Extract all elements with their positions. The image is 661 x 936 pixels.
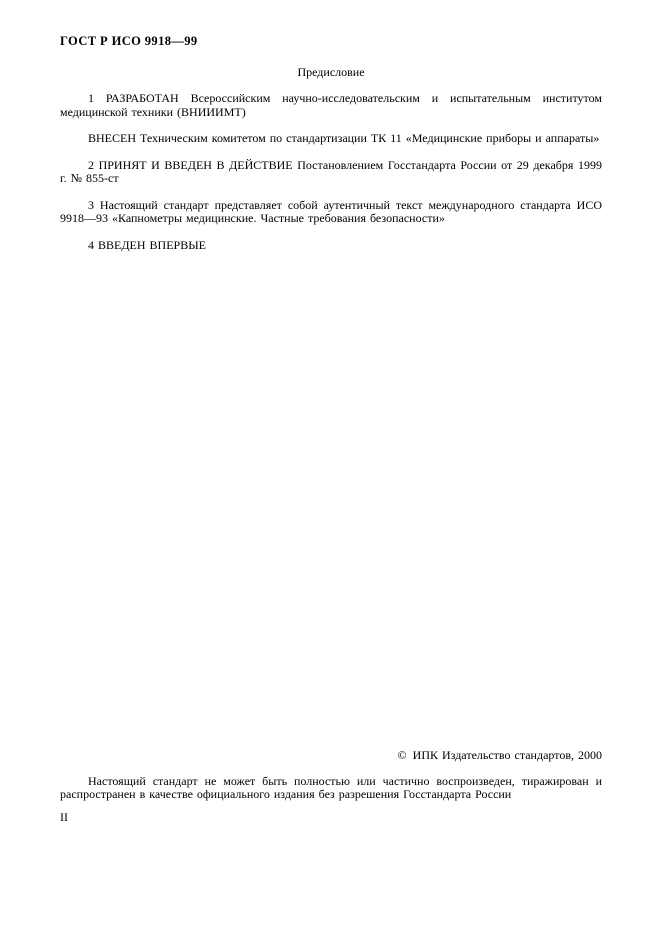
copyright-line <box>60 749 602 763</box>
foreword-item-4: 3 Настоящий стандарт представляет собой аутентичный текст международного стандарта ИСО 9918—93 «Капнометры медицинские. Частные требования безопасности» <box>60 197 602 225</box>
foreword-item-5: 4 ВВЕДЕН ВПЕРВЫЕ <box>88 237 206 252</box>
foreword-item-2: ВНЕСЕН Техническим комитетом по стандартизации ТК 11 «Медицинские приборы и аппараты» <box>88 131 600 145</box>
copyright-symbol: © <box>397 748 407 762</box>
copyright-text: ИПК Издательство стандартов, 2000 <box>412 748 602 762</box>
page-number: II <box>60 809 68 824</box>
blank-space <box>60 252 602 749</box>
restriction-notice: Настоящий стандарт не может быть полностью или частично воспроизведен, тиражирован и распространен в качестве официального издания без разрешения Госстандарта России <box>60 773 602 801</box>
foreword-item-1: 1 РАЗРАБОТАН Всероссийским научно-исследовательским и испытательным институтом медицинской техники (ВНИИИМТ) <box>60 91 602 119</box>
foreword-title: Предисловие <box>297 64 365 79</box>
foreword-item-3: 2 ПРИНЯТ И ВВЕДЕН В ДЕЙСТВИЕ Постановлением Госстандарта России от 29 декабря 1999 г. № 855-ст <box>60 157 602 185</box>
document-code-header: ГОСТ Р ИСО 9918—99 <box>60 34 198 48</box>
